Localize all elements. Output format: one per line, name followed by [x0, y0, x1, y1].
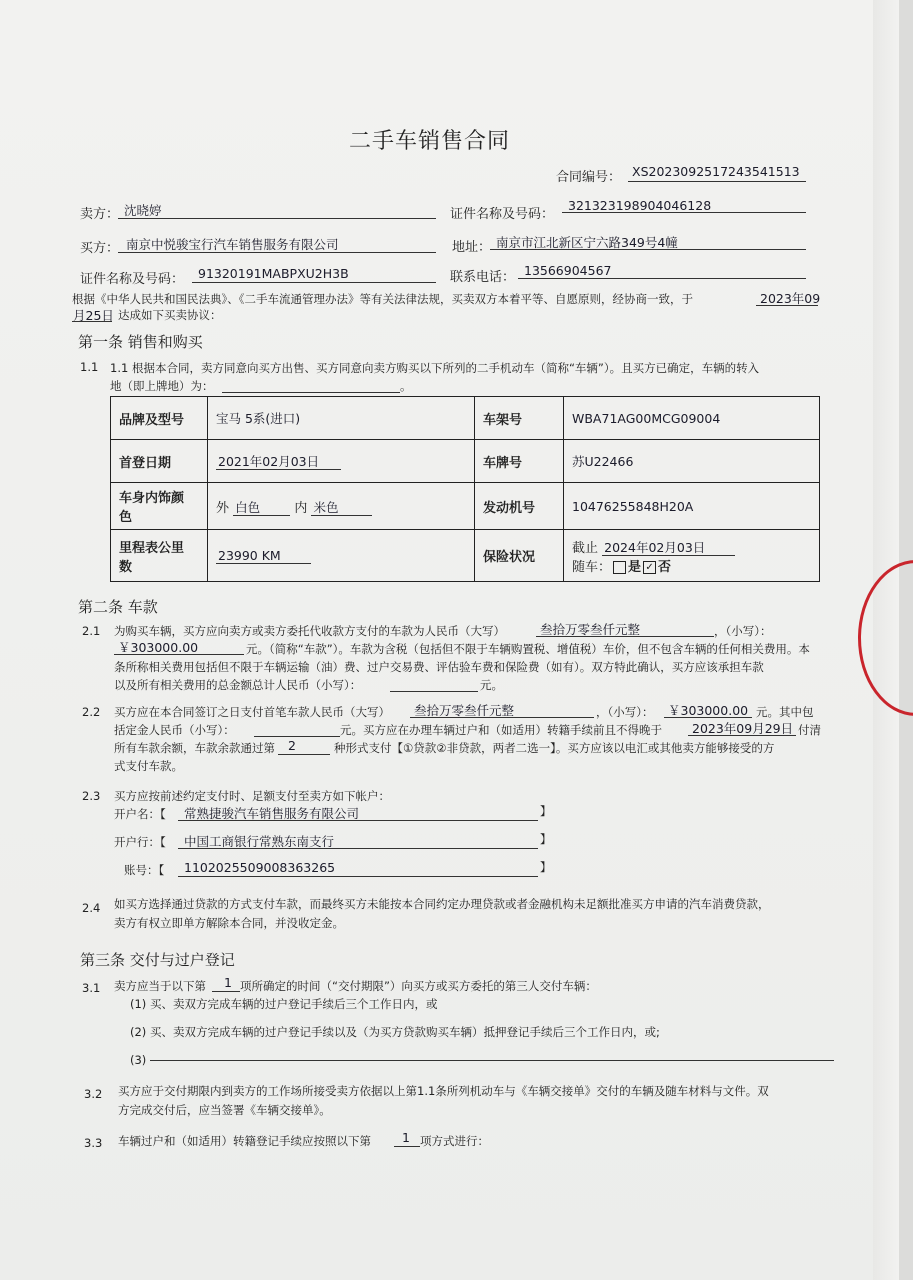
account-no-underline [178, 876, 538, 877]
insurance-value [564, 530, 820, 582]
color-value [208, 483, 475, 530]
account-bank-label: 开户行：【 [114, 835, 166, 849]
buyer-id-underline [192, 282, 436, 283]
contract-no-underline [628, 181, 806, 182]
clause-2-1-text-d: 以及所有相关费用的总金额总计人民币（小写）： [114, 678, 362, 692]
clause-2-2-text-c2: 种形式支付【①贷款②非贷款，两者二选一】。买方应该以电汇或其他卖方能够接受的方 [334, 741, 775, 755]
buyer-label: 买方： [80, 241, 120, 256]
plate-value: 苏U22466 [564, 440, 820, 483]
clause-2-1-text-c: 条所称相关费用包括但不限于车辆运输（油）费、过户交易费、评估验车费和保险费（如有）。双方特此确认，买方应该承担车款 [114, 660, 764, 674]
clause-2-1-number: 2.1 [82, 624, 101, 638]
table-row [111, 397, 820, 440]
clause-1-1-text-2: 地（即上牌地）为： [110, 379, 214, 393]
clause-3-1-option-3: (3) [130, 1053, 147, 1067]
payment-method: 2 [288, 738, 296, 753]
clause-2-2-text-b2: 元。买方应在办理车辆过户和（如适用）转籍手续前且不得晚于 [340, 723, 662, 737]
clause-2-4-number: 2.4 [82, 901, 101, 915]
clause-3-1-option-1: (1) 买、卖双方完成车辆的过户登记手续后三个工作日内，或 [130, 997, 438, 1011]
clause-2-2-text-c: 所有车款余额，车款余款通过第 [114, 741, 275, 755]
vin-label: 车架号 [475, 397, 564, 440]
clause-3-3-text-a: 车辆过户和（如适用）转籍登记手续应按照以下第 [118, 1134, 371, 1148]
account-no-label: 账号：【 [124, 863, 165, 877]
transfer-option-underline [394, 1146, 420, 1147]
price-cn: 叁拾万零叁仟元整 [540, 622, 641, 637]
first-payment-number: ￥303000.00 [668, 703, 749, 718]
phone-underline [518, 278, 806, 279]
clause-2-1-text-a: 为购买车辆，买方应向卖方或卖方委托代收款方支付的车款为人民币（大写） [114, 624, 505, 638]
article-2-heading: 第二条 车款 [78, 598, 158, 616]
article-1-heading: 第一条 销售和购买 [78, 333, 203, 351]
mileage-label [111, 530, 208, 582]
seller-underline [118, 218, 436, 219]
buyer-underline [118, 252, 436, 253]
first-payment-cn: 叁拾万零叁仟元整 [414, 703, 515, 718]
clause-2-1-text-b: 元。（简称“车款”）。车款为含税（包括但不限于车辆购置税、增值税）车价，但不包含车辆的任何相关费用。本 [246, 642, 810, 656]
clause-3-3-number: 3.3 [84, 1136, 103, 1150]
engine-value: 10476255848H20A [564, 483, 820, 530]
article-3-heading: 第三条 交付与过户登记 [80, 951, 235, 969]
clause-2-2-text-b3: 付清 [798, 723, 821, 737]
contract-no-label: 合同编号： [556, 170, 622, 185]
account-no: 1102025509008363265 [184, 860, 336, 875]
account-bank: 中国工商银行常熟东南支行 [184, 834, 335, 849]
inner-color: 米色 [311, 500, 372, 516]
payment-method-underline [278, 754, 330, 755]
seller-id-label: 证件名称及号码： [450, 207, 555, 222]
clause-3-2-text-a: 买方应于交付期限内到卖方的工作场所接受卖方依据以上第1.1条所列机动车与《车辆交接单》交付的车辆及随车材料与文件。双 [118, 1084, 769, 1098]
account-bank-bracket: 】 [540, 832, 552, 846]
account-name-underline [178, 820, 538, 821]
account-bank-underline [178, 848, 538, 849]
delivery-option: 1 [224, 975, 232, 990]
vehicle-info-table [110, 396, 820, 582]
insurance-until-prefix: 截止 [572, 540, 599, 556]
seller-id-underline [562, 212, 806, 213]
clause-3-1-number: 3.1 [82, 981, 101, 995]
seller-label: 卖方： [80, 207, 120, 222]
clause-2-4-text-a: 如买方选择通过贷款的方式支付车款，而最终买方未能按本合同约定办理贷款或者金融机构未足额批准买方申请的汽车消费贷款， [114, 897, 770, 911]
color-label-line-1: 车身内饰颜 [119, 491, 185, 506]
clause-3-1-option-2: (2) 买、卖双方完成车辆的过户登记手续以及（为买方贷款购买车辆）抵押登记手续后三个工作日内，或; [130, 1025, 660, 1039]
inner-prefix: 内 [294, 500, 308, 516]
clause-3-1-text-a2: 项所确定的时间（“交付期限”）向买方或买方委托的第三人交付车辆： [240, 979, 597, 993]
clause-3-1-text-a: 卖方应当于以下第 [114, 979, 206, 993]
address-label: 地址： [452, 240, 492, 255]
transfer-option: 1 [402, 1130, 410, 1145]
account-name: 常熟捷骏汽车销售服务有限公司 [184, 806, 360, 821]
delivery-option-underline [212, 991, 240, 992]
buyer-id-label: 证件名称及号码： [80, 272, 185, 287]
reg-date-text: 2021年02月03日 [216, 454, 341, 470]
deadline-underline [688, 735, 796, 736]
mileage-label-line-1: 里程表公里 [119, 540, 185, 556]
reg-date-value [208, 440, 475, 483]
price-number: ￥303000.00 [118, 640, 199, 655]
insurance-label: 保险状况 [475, 530, 564, 582]
contract-title: 二手车销售合同 [349, 129, 511, 154]
intro-date-underline-a [756, 305, 818, 306]
clause-1-1-end: 。 [400, 379, 412, 393]
mileage-text: 23990 KM [216, 548, 311, 564]
intro-date-underline-b [72, 321, 112, 322]
first-payment-cn-underline [410, 717, 594, 718]
account-name-label: 开户名：【 [114, 807, 166, 821]
clause-3-2-text-b: 方完成交付后，应当签署《车辆交接单》。 [118, 1103, 331, 1117]
transfer-place-underline [222, 392, 400, 393]
clause-2-2-number: 2.2 [82, 705, 101, 719]
mileage-value [208, 530, 475, 582]
no-label: 否 [658, 559, 672, 575]
contract-no: XS20230925172435415​13 [632, 164, 800, 179]
clause-2-3-number: 2.3 [82, 789, 101, 803]
clause-3-3-text-a2: 项方式进行： [420, 1134, 489, 1148]
clause-2-1-small: ，（小写）： [714, 624, 772, 638]
table-row [111, 530, 820, 582]
intro-date-a: 2023年09 [760, 291, 821, 306]
vin-value: WBA71AG00MCG09004 [564, 397, 820, 440]
account-no-bracket: 】 [540, 860, 552, 874]
address: 南京市江北新区宁六路349号4幢 [496, 235, 678, 250]
address-underline [490, 249, 806, 250]
outer-prefix: 外 [216, 500, 230, 516]
buyer-name: 南京中悦骏宝行汽车销售服务有限公司 [126, 237, 339, 252]
insurance-until-row [572, 537, 811, 556]
clause-2-2-small: ，（小写）： [596, 705, 654, 719]
intro-date-b: 月25日 [73, 308, 114, 323]
clause-2-2-text-b: 括定金人民币（小写）： [114, 723, 235, 737]
total-underline [390, 691, 478, 692]
insurance-with-label: 随车： [572, 559, 612, 575]
phone: 13566904567 [524, 263, 612, 278]
table-row [111, 440, 820, 483]
seller-name: 沈晓婷 [124, 203, 162, 218]
no-checkbox-checked: ✓ [643, 561, 656, 574]
yes-label: 是 [628, 559, 642, 575]
insurance-with-row [572, 556, 811, 575]
yes-checkbox [613, 561, 626, 574]
deposit-underline [254, 736, 340, 737]
engine-label: 发动机号 [475, 483, 564, 530]
clause-3-2-number: 3.2 [84, 1087, 103, 1101]
price-number-underline [114, 654, 244, 655]
color-label [111, 483, 208, 530]
phone-label: 联系电话： [450, 270, 516, 285]
price-cn-underline [536, 636, 714, 637]
clause-3-1-option-3-underline [150, 1060, 834, 1061]
plate-label: 车牌号 [475, 440, 564, 483]
clause-1-1-number: 1.1 [80, 360, 99, 374]
clause-2-1-end: 元。 [480, 678, 503, 692]
intro-text: 根据《中华人民共和国民法典》、《二手车流通管理办法》等有关法律法规，买卖双方本着平等、自愿原则，经协商一致，于 [72, 292, 693, 306]
intro-text-end: 达成如下买卖协议： [118, 308, 222, 322]
table-row [111, 483, 820, 530]
buyer-id: 91320191MABPXU2H3B [198, 266, 349, 281]
clause-2-3-text: 买方应按前述约定支付时、足额支付至卖方如下帐户： [114, 789, 390, 803]
mileage-label-line-2: 数 [119, 559, 133, 575]
clause-2-4-text-b: 卖方有权立即单方解除本合同，并没收定金。 [114, 916, 344, 930]
clause-2-2-text-a: 买方应在本合同签订之日支付首笔车款人民币（大写） [114, 705, 390, 719]
account-name-bracket: 】 [540, 804, 552, 818]
brand-label: 品牌及型号 [111, 397, 208, 440]
clause-1-1-text: 1.1 根据本合同，卖方同意向买方出售、买方同意向卖方购买以下所列的二手机动车（简称“车辆”）。且买方已确定，车辆的转入 [110, 361, 760, 375]
clause-2-2-text-d: 式支付车款。 [114, 759, 183, 773]
first-payment-underline [664, 717, 752, 718]
clause-2-2-text-a-end: 元。其中包 [756, 705, 814, 719]
seller-id: 321323198904046128 [568, 198, 712, 213]
brand-value: 宝马 5系(进口) [208, 397, 475, 440]
reg-date-label: 首登日期 [111, 440, 208, 483]
deadline-date: 2023年09月29日 [692, 721, 794, 736]
outer-color: 白色 [233, 500, 290, 516]
color-label-line-2: 色 [119, 510, 133, 525]
insurance-until: 2024年02月03日 [602, 540, 735, 556]
